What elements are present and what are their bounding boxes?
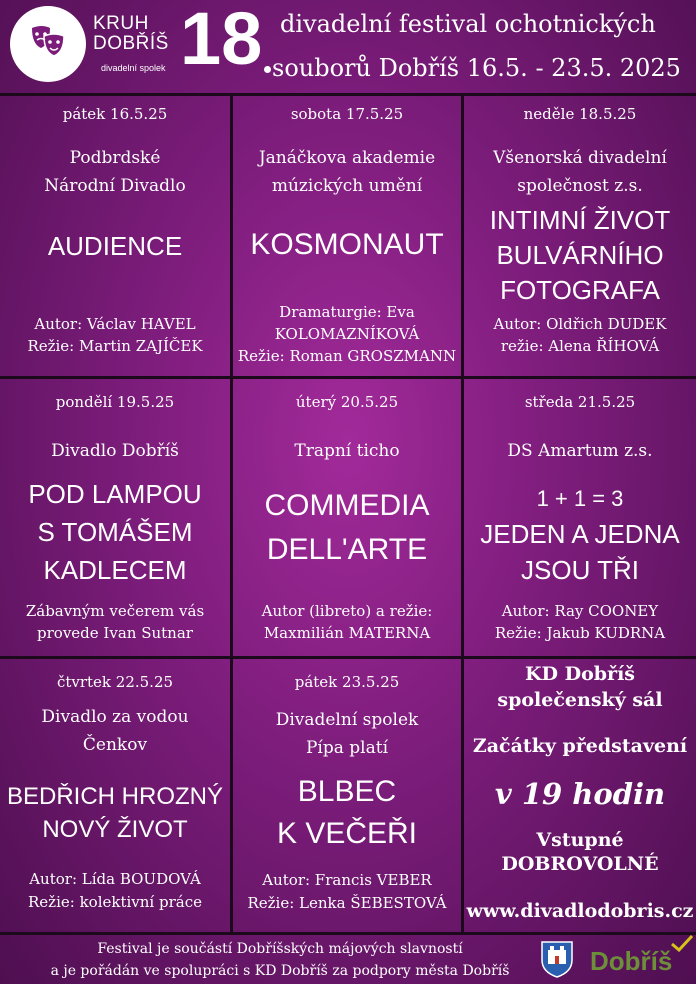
cell-day: čtvrtek 22.5.25 [56, 673, 174, 691]
entry-line2: DOBROVOLNÉ [501, 853, 659, 875]
cell-group-line: společnost z.s. [517, 176, 643, 196]
cell-show-title: KADLECEM [43, 555, 187, 585]
theatre-masks-icon [28, 22, 68, 62]
cell-show-title: NOVÝ ŽIVOT [42, 816, 188, 843]
cell-group-line: Trapní ticho [294, 441, 400, 461]
cell-credit: Režie: Jakub KUDRNA [494, 624, 666, 642]
website-link[interactable]: www.divadlodobris.cz [466, 900, 694, 922]
program-cell-4 [0, 379, 230, 656]
program-cell-7 [0, 659, 230, 932]
edition-number: 18 [180, 0, 263, 80]
program-cell-3 [464, 96, 696, 376]
cell-day: sobota 17.5.25 [290, 105, 404, 123]
cell-show-title: FOTOGRAFA [500, 275, 660, 305]
kruh-dobris-logo [10, 6, 86, 82]
town-crest-icon [540, 940, 574, 978]
cell-group-line: Všenorská divadelní [493, 148, 667, 168]
cell-show-title: DELL'ARTE [266, 533, 428, 566]
cell-show-title: BEDŘICH HROZNÝ [6, 783, 223, 810]
logo-line2: DOBŘÍŠ [93, 33, 169, 54]
cell-show-title: KOSMONAUT [250, 228, 444, 261]
grid-line [0, 932, 696, 935]
program-cell-1 [0, 96, 230, 376]
footer-line1: Festival je součástí Dobříšských májových slavností [97, 941, 463, 957]
cell-credit: Režie: Roman GROSZMANN [237, 347, 457, 365]
cell-show-title: AUDIENCE [47, 231, 183, 261]
cell-credit: režie: Alena ŘÍHOVÁ [500, 337, 660, 355]
cell-show-title: JSOU TŘI [521, 555, 639, 585]
cell-credit: Zábavným večerem vás [25, 602, 205, 620]
cell-group-line: Divadelní spolek [275, 710, 419, 730]
cell-show-title: BULVÁRNÍHO [496, 240, 664, 270]
cell-group-line: Čenkov [82, 735, 148, 755]
cell-group-line: DS Amartum z.s. [507, 441, 653, 461]
cell-show-title: S TOMÁŠEM [37, 517, 193, 547]
venue-line1: KD Dobříš [525, 663, 635, 685]
cell-credit: Autor: Francis VEBER [262, 871, 432, 889]
footer-text [0, 938, 560, 982]
program-cell-2 [233, 96, 461, 376]
cell-credit: Maxmilián MATERNA [263, 624, 431, 642]
cell-show-title: BLBEC [297, 775, 397, 808]
cell-credit: Autor: Oldřich DUDEK [493, 315, 667, 333]
cell-day: pátek 23.5.25 [294, 673, 400, 691]
cell-day: neděle 18.5.25 [523, 105, 637, 123]
cell-group-line: Pípa platí [305, 738, 389, 758]
cell-show-title: JEDEN A JEDNA [480, 519, 680, 549]
cell-credit: Autor: Lída BOUDOVÁ [29, 870, 201, 888]
program-cell-8 [233, 659, 461, 932]
cell-day: středa 21.5.25 [524, 393, 636, 411]
cell-day: pátek 16.5.25 [62, 105, 168, 123]
cell-day: pondělí 19.5.25 [55, 393, 175, 411]
cell-group-line: Divadlo za vodou [41, 707, 189, 727]
check-icon [670, 934, 694, 952]
festival-title-line1: divadelní festival ochotnických [280, 10, 656, 38]
info-cell [464, 659, 696, 932]
town-logo-text: Dobříš [590, 946, 673, 976]
logo-name [93, 14, 169, 54]
venue-line2: společenský sál [497, 689, 663, 711]
cell-group-line: Janáčkova akademie [258, 148, 436, 168]
cell-credit: provede Ivan Sutnar [37, 624, 193, 642]
cell-show-title: COMMEDIA [264, 489, 430, 522]
cell-credit: Autor: Václav HAVEL [34, 315, 196, 333]
cell-credit: Autor (libreto) a režie: [261, 602, 433, 620]
cell-show-title: POD LAMPOU [28, 479, 202, 509]
cell-credit: Režie: Martin ZAJÍČEK [27, 337, 203, 355]
start-label: Začátky představení [472, 735, 688, 757]
footer-line2: a je pořádán ve spolupráci s KD Dobříš za podpory města Dobříš [50, 963, 510, 979]
header [0, 0, 696, 92]
festival-title-line2: souborů Dobříš 16.5. - 23.5. 2025 [272, 54, 681, 82]
cell-show-title: INTIMNÍ ŽIVOT [489, 205, 671, 235]
start-time: v 19 hodin [494, 777, 666, 811]
bullet-dot [264, 66, 271, 73]
cell-group-line: múzických umění [271, 176, 423, 196]
cell-group-line: Divadlo Dobříš [51, 441, 179, 461]
cell-credit: KOLOMAZNÍKOVÁ [274, 325, 420, 343]
cell-day: úterý 20.5.25 [295, 393, 399, 411]
cell-group-line: Národní Divadlo [44, 176, 186, 196]
program-cell-5 [233, 379, 461, 656]
program-cell-6 [464, 379, 696, 656]
cell-show-title: 1 + 1 = 3 [536, 486, 624, 511]
cell-credit: Režie: kolektivní práce [28, 893, 202, 911]
cell-credit: Dramaturgie: Eva [279, 303, 415, 321]
logo-sub: divadelní spolek [101, 63, 166, 73]
entry-line1: Vstupné [536, 829, 624, 851]
logo-line1: KRUH [93, 13, 149, 34]
cell-show-title: K VEČEŘI [276, 817, 418, 850]
cell-credit: Autor: Ray COONEY [501, 602, 659, 620]
cell-credit: Režie: Lenka ŠEBESTOVÁ [247, 894, 447, 912]
cell-group-line: Podbrdské [69, 148, 161, 168]
